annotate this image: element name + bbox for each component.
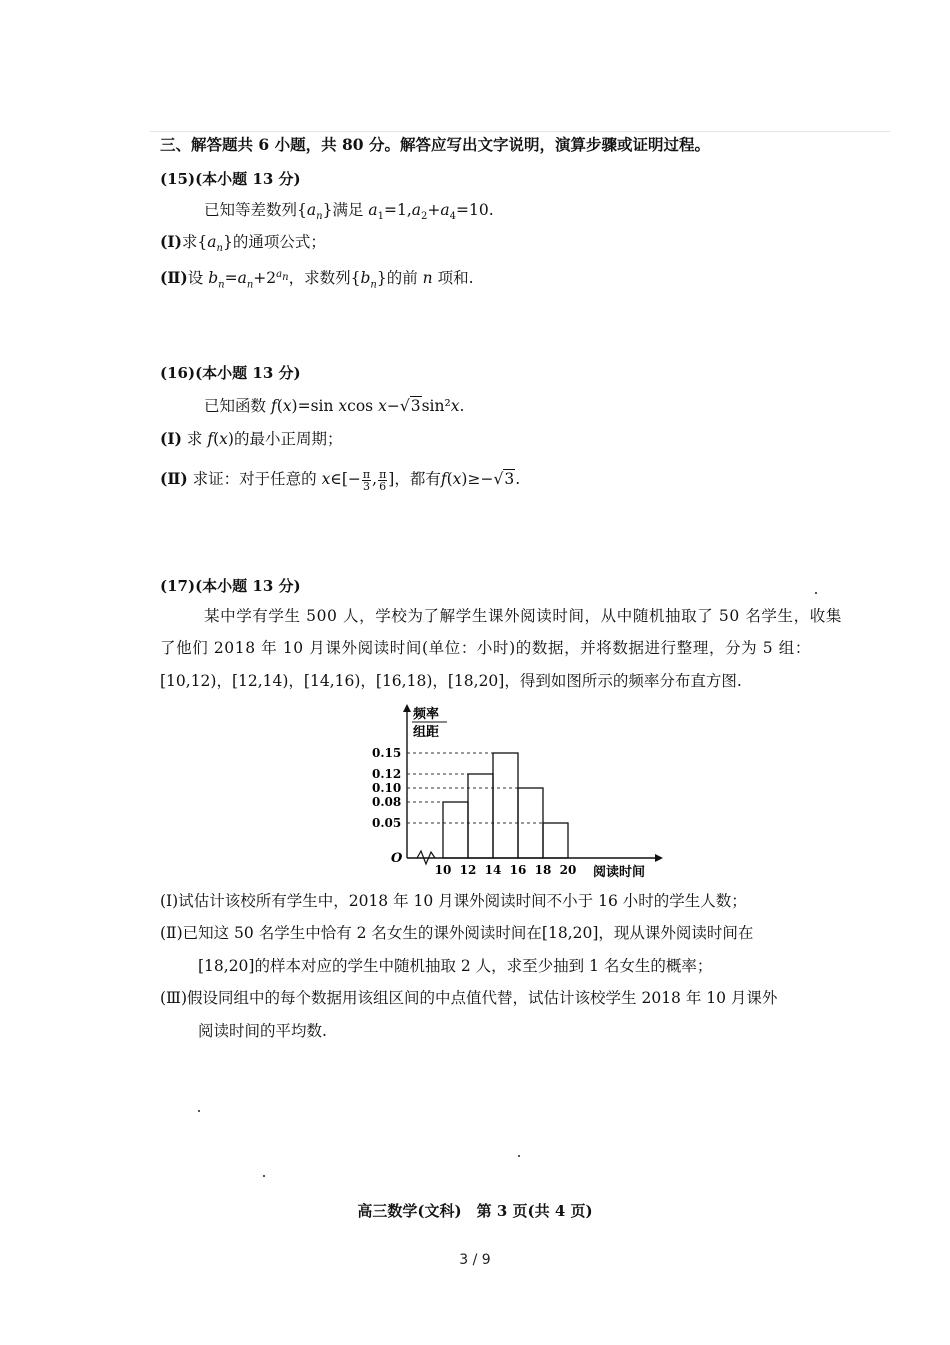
scan-speck [198, 1110, 200, 1112]
q16-title: (16)(本小题 13 分) [160, 364, 301, 382]
y-tick-label: 0.08 [372, 795, 402, 809]
q17-stem-line1: 某中学有学生 500 人，学校为了解学生课外阅读时间，从中随机抽取了 50 名学生，收集 [204, 607, 842, 625]
fraction-pi-6: $\frac{\pi}{6}$ [379, 467, 387, 493]
q17-part1: (Ⅰ)试估计该校所有学生中，2018 年 10 月课外阅读时间不小于 16 小时的学生人数； [160, 892, 747, 910]
x-axis-arrow [655, 854, 663, 862]
q16-part1: (Ⅰ) 求 f(x)的最小正周期； [160, 429, 343, 448]
x-tick-label: 18 [534, 863, 552, 877]
y-tick-label: 0.10 [372, 781, 402, 795]
q17-part3-line1: (Ⅲ)假设同组中的每个数据用该组区间的中点值代替，试估计该校学生 2018 年 10 月课外 [160, 989, 778, 1007]
histogram-bar [543, 823, 568, 858]
y-label-denominator: 组距 [413, 725, 440, 740]
histogram-bar [468, 774, 493, 858]
q17-part3-line2: 阅读时间的平均数. [198, 1022, 327, 1040]
origin-label: O [391, 851, 403, 866]
histogram-bar [443, 802, 468, 858]
q17-stem-line2: 了他们 2018 年 10 月课外阅读时间(单位：小时)的数据，并将数据进行整理，分为 5 组： [160, 639, 811, 657]
q15-title: (15)(本小题 13 分) [160, 170, 301, 188]
top-rule [150, 131, 890, 132]
q17-stem-line3: [10,12)，[12,14)，[14,16)，[16,18)，[18,20]，得到如图所示的频率分布直方图. [160, 672, 742, 690]
frequency-histogram [350, 700, 670, 885]
y-tick-label: 0.12 [372, 767, 402, 781]
q15-part2: (Ⅱ)设 $b_n=a_n+2^{a_n}$，求数列$\{b_n\}$的前 n 项和. [160, 268, 474, 291]
q17-part2-line2: [18,20]的样本对应的学生中随机抽取 2 人，求至少抽到 1 名女生的概率； [198, 957, 713, 975]
q16-stem: 已知函数 f(x)=sin xcos x−√3sin²x. [204, 397, 465, 415]
q15-stem: 已知等差数列$\{a_n\}$满足 $a_1=1,a_2+a_4=10$. [204, 201, 494, 223]
page-footer: 高三数学(文科) 第 3 页(共 4 页) [357, 1202, 593, 1220]
y-tick-label: 0.15 [372, 746, 402, 760]
q17-part2-line1: (Ⅱ)已知这 50 名学生中恰有 2 名女生的课外阅读时间在[18,20]，现从课外阅读时间在 [160, 924, 754, 942]
y-tick-label: 0.05 [372, 816, 402, 830]
y-axis-arrow [403, 704, 411, 712]
fraction-pi-3: $\frac{\pi}{3}$ [362, 467, 371, 493]
x-tick-label: 20 [559, 863, 577, 877]
x-tick-label: 12 [459, 863, 477, 877]
x-axis-label: 阅读时间 [593, 865, 646, 880]
x-tick-label: 16 [509, 863, 527, 877]
q17-title: (17)(本小题 13 分) [160, 577, 301, 595]
scan-speck [518, 1155, 520, 1157]
y-label-numerator: 频率 [413, 707, 440, 722]
x-tick-label: 14 [484, 863, 502, 877]
q15-part1: (Ⅰ)求$\{a_n\}$的通项公式； [160, 232, 326, 255]
histogram-bar [493, 753, 518, 858]
x-tick-label: 10 [434, 863, 452, 877]
section-header: 三、解答题共 6 小题，共 80 分。解答应写出文字说明，演算步骤或证明过程。 [160, 135, 710, 154]
q16-part2: (Ⅱ) 求证：对于任意的 x∈[− $\frac{\pi}{3}$ , $\frac{\pi}{6}$ ]，都有f(x)≥−√3. [160, 467, 521, 493]
scan-speck [815, 592, 817, 594]
page-number: 3 / 9 [459, 1252, 491, 1268]
scan-speck [263, 1175, 265, 1177]
